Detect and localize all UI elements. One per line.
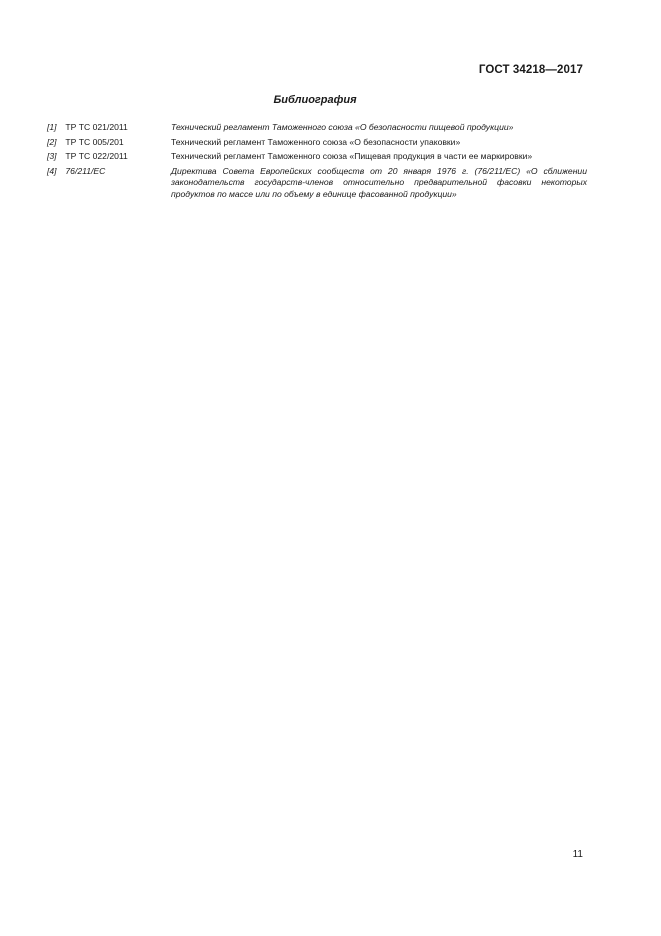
bibliography-entry (47, 151, 587, 163)
entry-number: [3] (47, 151, 57, 161)
entry-text: Директива Совета Европейских сообществ от 20 января 1976 г. (76/211/ЕС) «О сближении законодательств государств-членов относительно предварительной фасовки некоторых продуктов по массе или по объему в единице фасованной продукции» (171, 165, 587, 199)
entry-code: ТР ТС 022/2011 (65, 151, 128, 161)
entry-reference (47, 137, 171, 149)
bibliography-entry (47, 137, 587, 149)
page-number: 11 (572, 849, 583, 860)
entry-code: 76/211/ЕС (65, 165, 106, 176)
entry-reference (47, 151, 171, 163)
entry-text: Технический регламент Таможенного союза «Пищевая продукция в части ее маркировки» (171, 151, 533, 161)
entry-number: [1] (47, 122, 57, 132)
entry-number: [2] (47, 136, 57, 147)
entry-number: [4] (47, 165, 57, 176)
entry-text: Технический регламент Таможенного союза «О безопасности упаковки» (171, 136, 461, 147)
entry-text: Технический регламент Таможенного союза «О безопасности пищевой продукции» (171, 122, 514, 132)
entry-code: ТР ТС 005/201 (65, 136, 124, 147)
entry-reference (47, 122, 171, 134)
bibliography-entry (47, 122, 587, 134)
bibliography-list (47, 122, 587, 203)
section-title: Библиография (273, 94, 357, 106)
bibliography-entry (47, 166, 587, 201)
entry-code: ТР ТС 021/2011 (65, 122, 128, 132)
entry-reference (47, 166, 171, 201)
document-code: ГОСТ 34218—2017 (478, 64, 583, 76)
